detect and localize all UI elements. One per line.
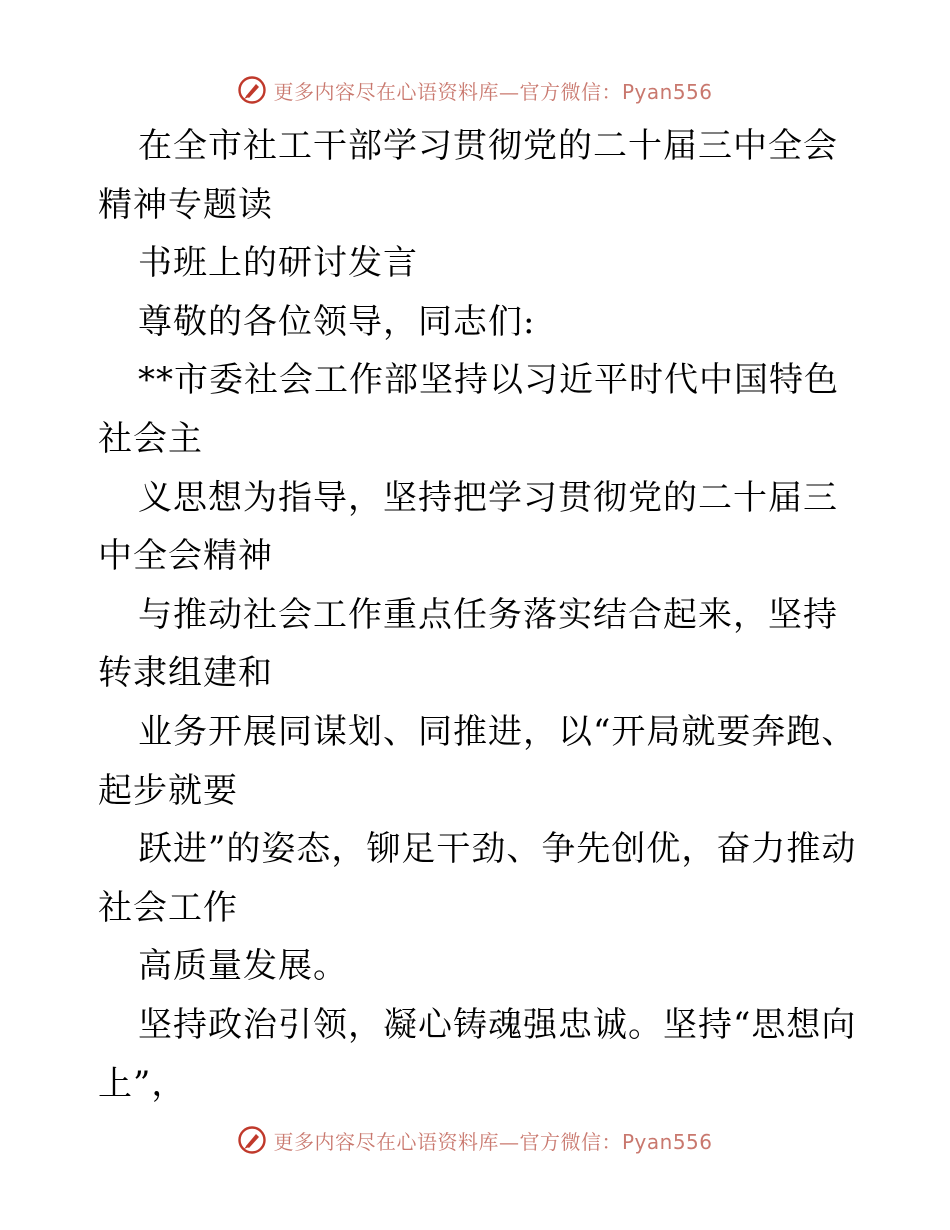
- document-body: [98, 117, 858, 1113]
- paragraph: 在全市社工干部学习贯彻党的二十届三中全会精神专题读: [98, 126, 838, 225]
- paragraph: 与推动社会工作重点任务落实结合起来，坚持转隶组建和: [98, 594, 838, 694]
- footer-watermark: [0, 1123, 950, 1157]
- paragraph: 高质量发展。: [138, 946, 348, 987]
- paragraph: 书班上的研讨发言: [138, 243, 418, 284]
- watermark-text: 更多内容尽在心语资料库—官方微信：Pyan556: [273, 1129, 713, 1154]
- paragraph: 义思想为指导，坚持把学习贯彻党的二十届三中全会精神: [98, 477, 838, 577]
- paragraph: 坚持政治引领，凝心铸魂强忠诚。坚持“思想向上”，: [98, 1004, 857, 1104]
- paragraph: 跃进”的姿态，铆足干劲、争先创优，奋力推动社会工作: [98, 829, 857, 928]
- paragraph: 业务开展同谋划、同推进，以“开局就要奔跑、起步就要: [98, 711, 857, 811]
- pen-nib-logo-icon: [237, 1125, 267, 1155]
- pen-nib-logo-icon: [237, 75, 267, 105]
- paragraph: **市委社会工作部坚持以习近平时代中国特色社会主: [98, 360, 839, 459]
- paragraph: 尊敬的各位领导，同志们:: [138, 301, 536, 342]
- watermark-text: 更多内容尽在心语资料库—官方微信：Pyan556: [273, 79, 713, 104]
- header-watermark: [0, 73, 950, 107]
